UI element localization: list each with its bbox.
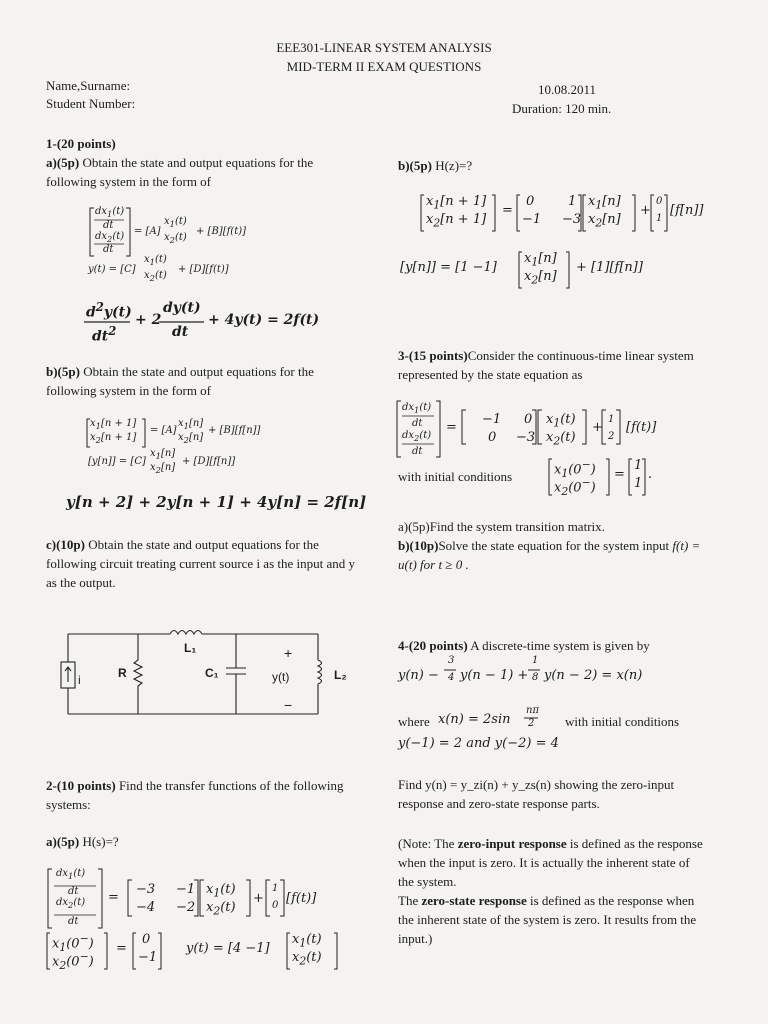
q1b-label: b)(5p) [46, 364, 80, 379]
exam-date: 10.08.2011 [538, 82, 597, 97]
q3b-input: f(t) = u(t) for t ≥ 0 . [398, 538, 701, 572]
circuit-label-plus: + [284, 645, 293, 661]
q4-initial-conditions: y(−1) = 2 and y(−2) = 4 [398, 736, 559, 751]
q4-where: where [398, 714, 430, 729]
q4-note-zero-input: (Note: The zero-input response is defined as the response when the input is zero. It is actually the inherent state of the system. [398, 836, 703, 889]
q2b-label: b)(5p) [398, 158, 432, 173]
circuit-label-inductor1: L₁ [184, 641, 197, 655]
q3a-text: a)(5p)Find the system transition matrix. [398, 519, 605, 534]
circuit-label-inductor2: L₂ [334, 668, 347, 682]
q2a-label: a)(5p) [46, 834, 80, 849]
q3-init-label: with initial conditions [398, 469, 513, 484]
q3-title: 3-(15 points) [398, 348, 468, 363]
q1a-body: Obtain the state and output equations for the following system in the form of [46, 155, 314, 189]
q2-body: Find the transfer functions of the following systems: [46, 778, 344, 812]
q2b-heading [398, 156, 472, 175]
q3b-body: Solve the state equation for the system input [438, 538, 670, 553]
q4-find: Find y(n) = y_zi(n) + y_zs(n) showing the zero-input response and zero-state response parts. [398, 777, 675, 811]
circuit-label-source: i [78, 673, 81, 687]
q3b-text [398, 536, 718, 574]
q1a-text [46, 153, 356, 191]
q2-title: 2-(10 points) [46, 778, 116, 793]
q1b-body: Obtain the state and output equations for the following system in the form of [46, 364, 314, 398]
circuit-label-resistor: R [118, 666, 127, 680]
q1c-circuit-diagram [56, 620, 346, 725]
q2a-question: H(s)=? [82, 834, 119, 849]
q3-body: Consider the continuous-time linear system represented by the state equation as [398, 348, 694, 382]
q4-init-label: with initial conditions [565, 714, 680, 729]
q3b-label: b)(10p) [398, 538, 439, 553]
circuit-label-minus: − [284, 697, 293, 713]
q4-text [398, 636, 718, 655]
name-label: Name,Surname: [46, 78, 131, 93]
q2a-heading [46, 832, 119, 851]
q1c-body: Obtain the state and output equations for the following circuit treating current source i as the input and y as the output. [46, 537, 356, 590]
course-title: EEE301-LINEAR SYSTEM ANALYSIS [276, 40, 492, 55]
q4-note-zero-state: The zero-state response is defined as the response when the inherent state of the system is zero. It results from the input.) [398, 893, 697, 946]
circuit-label-output: y(t) [272, 670, 290, 684]
q1-state-form-dt-brackets [86, 418, 156, 450]
exam-duration: Duration: 120 min. [512, 101, 612, 116]
q3-text [398, 346, 718, 384]
q1b-text [46, 362, 356, 400]
q2-text [46, 776, 358, 814]
exam-title: MID-TERM II EXAM QUESTIONS [286, 59, 482, 74]
q1b-equation: y[n + 2] + 2y[n + 1] + 4y[n] = 2f[n] [66, 493, 367, 511]
q1a-label: a)(5p) [46, 155, 80, 170]
q1-title: 1-(20 points) [46, 136, 116, 151]
q1c-text [46, 535, 358, 592]
q4-body: A discrete-time system is given by [470, 638, 650, 653]
q1c-label: c)(10p) [46, 537, 85, 552]
q4-title: 4-(20 points) [398, 638, 468, 653]
circuit-label-capacitor: C₁ [205, 666, 219, 680]
q2b-question: H(z)=? [435, 158, 473, 173]
student-number-label: Student Number: [46, 96, 136, 111]
